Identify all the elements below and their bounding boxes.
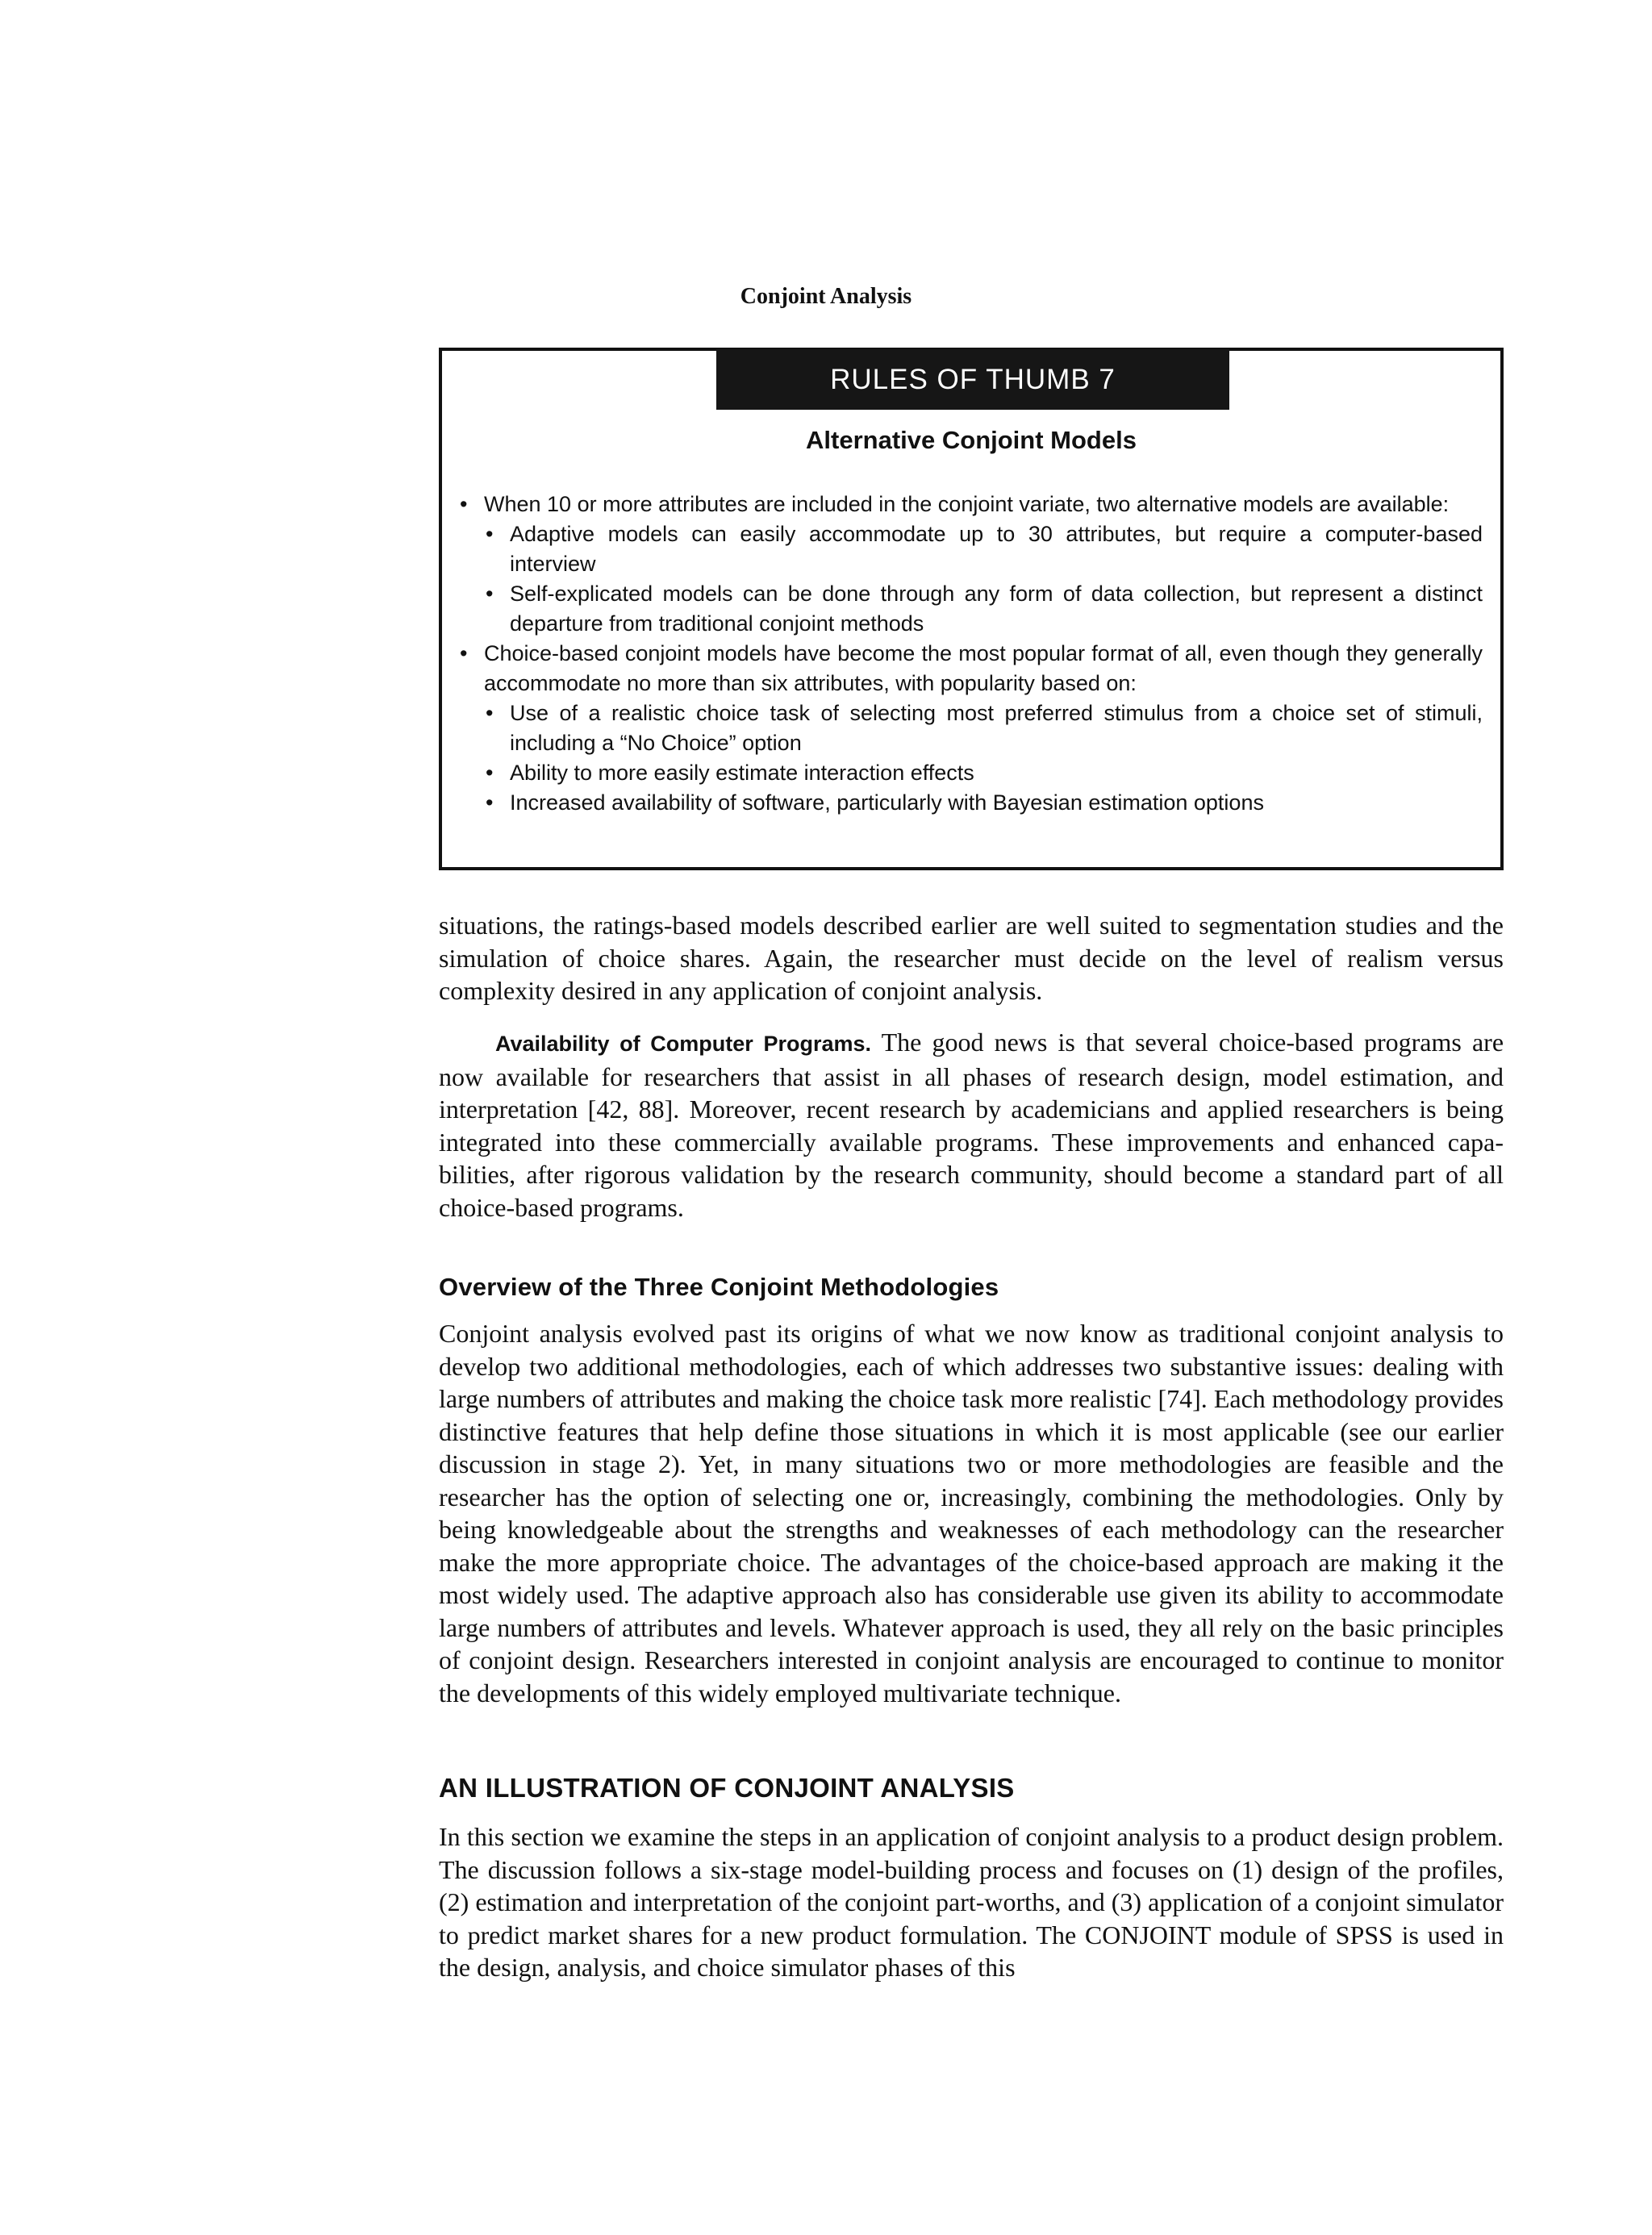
rule-subitem xyxy=(458,758,1483,788)
paragraph-illustration: In this section we examine the steps in an application of conjoint analysis to a product design problem. The discussion follows a six-stage model-building process and focuses on (1) design of the profiles, (2) estimation and interpretation of the conjoint part-worths, and (3) application of a conjoint simulator to predict market shares for a new product formulation. The CONJOINT module of SPSS is used in the design, analysis, and choice simulator phases of this xyxy=(439,1822,1504,1982)
rule-subitem-text: Use of a realistic choice task of selecting most preferred stimulus from a choice set of stimuli, including a “No Choice” option xyxy=(510,701,1483,755)
rule-subitem xyxy=(458,788,1483,818)
bullet-icon: • xyxy=(486,522,494,546)
bullet-icon: • xyxy=(460,492,468,516)
bullet-icon: • xyxy=(486,701,494,725)
rule-subitem-text: Ability to more easily estimate interaction effects xyxy=(510,761,974,785)
rule-subitem-text: Adaptive models can easily accommodate up to 30 attributes, but require a computer-based interview xyxy=(510,522,1483,576)
section-heading-illustration: AN ILLUSTRATION OF CONJOINT ANALYSIS xyxy=(439,1773,1015,1803)
rule-subitem xyxy=(458,519,1483,579)
rules-subtitle: Alternative Conjoint Models xyxy=(806,426,1137,454)
rule-item xyxy=(458,490,1483,519)
rule-item-text: When 10 or more attributes are included in the conjoint variate, two alternative models are available: xyxy=(484,492,1450,516)
rules-of-thumb-box xyxy=(439,348,1504,870)
rule-subitem xyxy=(458,579,1483,639)
rule-subitem xyxy=(458,698,1483,758)
paragraph-computer-programs xyxy=(439,1026,1504,1224)
rules-list xyxy=(458,490,1483,818)
run-in-heading: Availability of Computer Programs. xyxy=(495,1032,871,1056)
bullet-icon: • xyxy=(460,641,468,665)
bullet-icon: • xyxy=(486,790,494,815)
bullet-icon: • xyxy=(486,761,494,785)
rule-subitem-text: Increased availability of software, particularly with Bayesian estimation options xyxy=(510,790,1264,815)
paragraph-text: The good news is that several choice-based programs are now available for researchers that assist in all phases of research design, model estimation, and interpretation [42, 88]. Moreover, recent research by academicians and applied researchers is being integrated into these commercially available programs. These improvements and enhanced capabilities, after rigorous validation by the research community, should become a standard part of all choice-based programs. xyxy=(439,1028,1504,1222)
bullet-icon: • xyxy=(486,582,494,606)
rule-subitem-text: Self-explicated models can be done through any form of data collection, but represent a distinct departure from traditional conjoint methods xyxy=(510,582,1483,636)
running-head: Conjoint Analysis xyxy=(740,284,912,309)
rule-item-text: Choice-based conjoint models have become the most popular format of all, even though they generally accommodate no more than six attributes, with popularity based on: xyxy=(484,641,1483,695)
rule-item xyxy=(458,639,1483,698)
paragraph-overview: Conjoint analysis evolved past its origins of what we now know as traditional conjoint analysis to develop two additional methodologies, each of which addresses two substantive issues: dealing with large numbers of attributes and making the choice task more realistic [74]. Each methodology provides distinctive features that help define those situations in which it is most applicable (see our earlier discussion in stage 2). Yet, in many situations two or more methodologies are feasible and the researcher has the option of selecting one or, increasingly, combining the methodologies. Only by being knowledgeable about the strengths and weaknesses of each methodology can the researcher make the more appropriate choice. The advantages of the choice-based approach are making it the most widely used. The adaptive approach also has considerable use given its ability to accommodate large numbers of attributes and levels. Whatever approach is used, they all rely on the basic principles of conjoint design. Researchers interested in conjoint analysis are encouraged to continue to monitor the developments of this widely employed multivariate technique. xyxy=(439,1319,1504,1708)
paragraph-situations: situations, the ratings-based models described earlier are well suited to segmentation studies and the simulation of choice shares. Again, the researcher must decide on the level of realism versus complexity desired in any application of conjoint analysis. xyxy=(439,911,1504,1005)
section-heading-overview: Overview of the Three Conjoint Methodologies xyxy=(439,1273,999,1301)
rules-banner: RULES OF THUMB 7 xyxy=(716,349,1229,410)
